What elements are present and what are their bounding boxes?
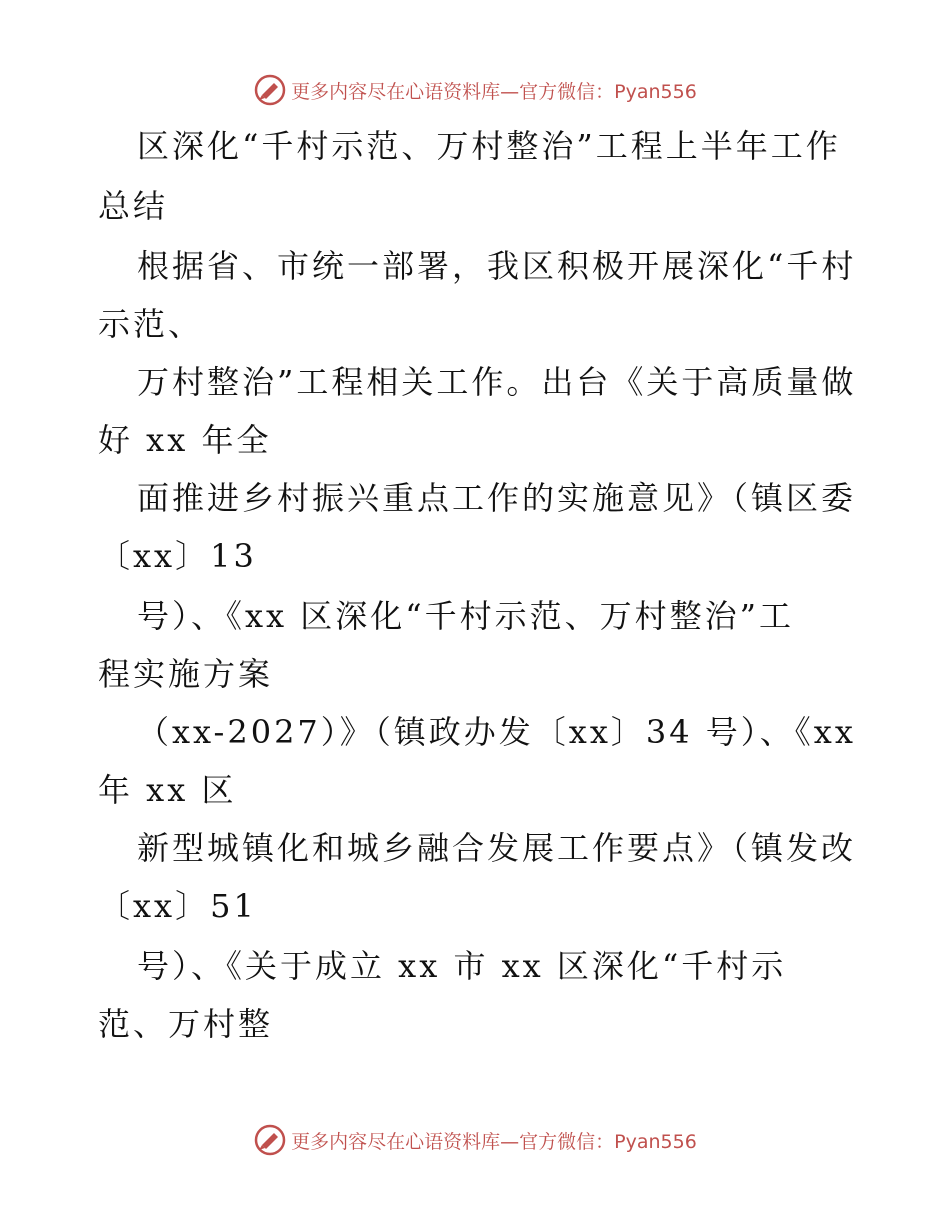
text-line: 〔xx〕13 — [98, 537, 257, 575]
brand-logo-icon — [253, 1123, 287, 1157]
text-line: 根据省、市统一部署，我区积极开展深化“千村 — [137, 247, 857, 285]
text-line: （xx-2027）》（镇政办发〔xx〕34 号）、《xx — [137, 713, 856, 751]
text-line: 新型城镇化和城乡融合发展工作要点》（镇发改 — [137, 829, 857, 867]
text-line: 万村整治”工程相关工作。出台《关于高质量做 — [137, 363, 857, 401]
footer-banner-text: 更多内容尽在心语资料库—官方微信： — [291, 1130, 615, 1153]
text-line: 好 xx 年全 — [98, 421, 272, 459]
text-line: 号）、《关于成立 xx 市 xx 区深化“千村示 — [137, 947, 787, 985]
header-wechat-id: Pyan556 — [614, 80, 697, 103]
footer-banner — [0, 1120, 950, 1160]
text-line: 程实施方案 — [98, 655, 274, 693]
text-line: 示范、 — [98, 305, 204, 343]
text-line: 区深化“千村示范、万村整治”工程上半年工作 — [137, 127, 841, 165]
text-line: 年 xx 区 — [98, 771, 237, 809]
text-line: 号）、《xx 区深化“千村示范、万村整治”工 — [137, 597, 794, 635]
footer-wechat-id: Pyan556 — [614, 1130, 697, 1153]
header-banner-text: 更多内容尽在心语资料库—官方微信： — [291, 80, 615, 103]
text-line: 〔xx〕51 — [98, 887, 257, 925]
text-line: 总结 — [98, 187, 169, 225]
text-line: 范、万村整 — [98, 1005, 274, 1043]
text-line: 面推进乡村振兴重点工作的实施意见》（镇区委 — [137, 479, 857, 517]
